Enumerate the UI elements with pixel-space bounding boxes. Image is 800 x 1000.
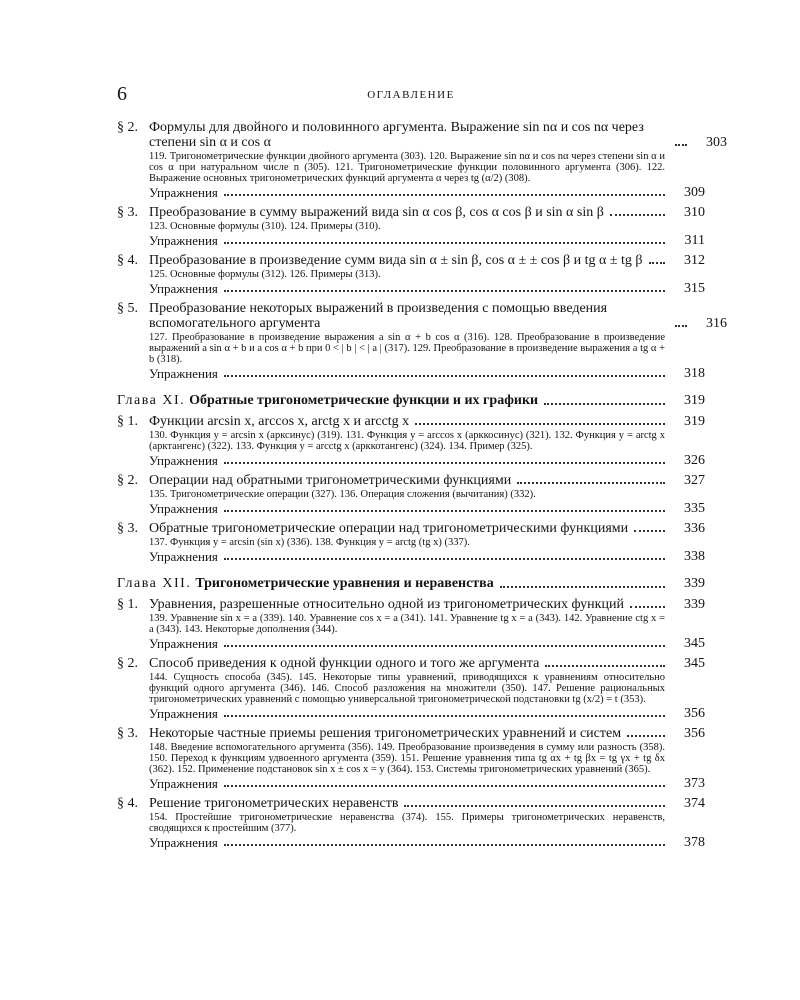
dot-leader — [224, 785, 665, 787]
section-title-line[interactable] — [149, 597, 705, 612]
chapter-title: Тригонометрические уравнения и неравенства — [195, 576, 494, 591]
exercises-line[interactable] — [149, 185, 705, 200]
dot-leader — [224, 375, 665, 377]
section-title-line[interactable] — [149, 205, 705, 220]
dot-leader — [224, 462, 665, 464]
page-ref: 311 — [684, 233, 705, 248]
page-ref: 356 — [684, 726, 705, 741]
page-ref: 316 — [706, 316, 727, 331]
exercises-line[interactable] — [149, 776, 705, 791]
section-title: Преобразование некоторых выражений в произведения с помощью введения вспомогательного аргумента — [149, 301, 608, 331]
exercises-line[interactable] — [149, 549, 705, 564]
subsection-list: 139. Уравнение sin x = a (339). 140. Уравнение cos x = a (341). 141. Уравнение tg x = a (343). 142. Уравнение ctg x = a (343). 143. Некоторые дополнения (344). — [149, 613, 665, 635]
subsection-list: 144. Сущность способа (345). 145. Некоторые типы уравнений, приводящихся к уравнениям относительно функций одного аргумента (346). 146. Способ разложения на множители (350). 147. Решение рациональных тригонометрических уравнений с помощью универсальной тригонометрической подстановки tg (x/2) = t (353). — [149, 672, 665, 705]
page-ref: 326 — [684, 453, 705, 468]
exercises-line[interactable] — [149, 706, 705, 721]
dot-leader — [545, 665, 665, 667]
subsection-list: 154. Простейшие тригонометрические неравенства (374). 155. Примеры тригонометрических неравенств, сводящихся к простейшим (377). — [149, 812, 665, 834]
page-ref: 339 — [684, 576, 705, 591]
page-ref: 327 — [684, 473, 705, 488]
page-ref: 309 — [684, 185, 705, 200]
section-title-line[interactable] — [149, 521, 705, 536]
page-ref: 356 — [684, 706, 705, 721]
section-title-line[interactable] — [149, 253, 705, 268]
page-ref: 374 — [684, 796, 705, 811]
section-entry — [117, 796, 705, 850]
dot-leader — [224, 844, 665, 846]
section-title-line[interactable] — [149, 656, 705, 671]
exercises-line[interactable] — [149, 453, 705, 468]
subsection-list: 127. Преобразование в произведение выражения a sin α + b cos α (316). 128. Преобразование в произведение выражений a sin α + b и a cos α + b при 0 < | b | < | a | (317). 129. Преобразование в произведение выражения a tg α + b (318). — [149, 332, 665, 365]
dot-leader — [224, 194, 665, 196]
exercises-label: Упражнения — [149, 366, 218, 381]
page-ref: 345 — [684, 656, 705, 671]
section-title: Обратные тригонометрические операции над тригонометрическими функциями — [149, 521, 629, 536]
page-ref: 338 — [684, 549, 705, 564]
section-title: Операции над обратными тригонометрическими функциями — [149, 473, 512, 488]
section-title-line[interactable] — [149, 120, 727, 150]
page-ref: 310 — [684, 205, 705, 220]
section-title-line[interactable] — [149, 726, 705, 741]
exercises-label: Упражнения — [149, 453, 218, 468]
section-number: § 2. — [117, 473, 138, 488]
page-ref: 319 — [684, 393, 705, 408]
section-title: Преобразование в сумму выражений вида sin α cos β, cos α cos β и sin α sin β — [149, 205, 604, 220]
section-number: § 1. — [117, 414, 138, 429]
section-number: § 4. — [117, 253, 138, 268]
section-title-line[interactable] — [149, 473, 705, 488]
dot-leader — [517, 482, 665, 484]
running-head: ОГЛАВЛЕНИЕ — [367, 89, 455, 101]
section-number: § 3. — [117, 521, 138, 536]
page-ref: 345 — [684, 636, 705, 651]
exercises-line[interactable] — [149, 636, 705, 651]
section-number: § 3. — [117, 205, 138, 220]
subsection-list: 137. Функция y = arcsin (sin x) (336). 138. Функция y = arctg (tg x) (337). — [149, 537, 470, 548]
dot-leader — [627, 735, 665, 737]
dot-leader — [675, 144, 687, 146]
page-ref: 378 — [684, 835, 705, 850]
dot-leader — [224, 290, 665, 292]
section-entry — [117, 120, 727, 200]
subsection-list: 125. Основные формулы (312). 126. Примеры (313). — [149, 269, 381, 280]
page-ref: 315 — [684, 281, 705, 296]
chapter-heading[interactable] — [117, 576, 705, 592]
dot-leader — [404, 805, 665, 807]
page-ref: 319 — [684, 414, 705, 429]
section-title: Решение тригонометрических неравенств — [149, 796, 399, 811]
exercises-label: Упражнения — [149, 706, 218, 721]
section-number: § 5. — [117, 301, 138, 316]
dot-leader — [544, 403, 665, 405]
dot-leader — [649, 262, 665, 264]
exercises-label: Упражнения — [149, 233, 218, 248]
exercises-label: Упражнения — [149, 281, 218, 296]
dot-leader — [224, 558, 665, 560]
subsection-list: 148. Введение вспомогательного аргумента (356). 149. Преобразование произведения в сумму или разность (358). 150. Переход к функциям удвоенного аргумента (359). 151. Решение уравнения типа tg αx + tg βx = tg γx + tg δx (362). 152. Применение подстановок sin x ± cos x = y (364). 153. Системы тригонометрических уравнений (365). — [149, 742, 665, 775]
section-title-line[interactable] — [149, 796, 705, 811]
exercises-label: Упражнения — [149, 185, 218, 200]
section-title: Уравнения, разрешенные относительно одной из тригонометрических функций — [149, 597, 624, 612]
page-ref: 336 — [684, 521, 705, 536]
chapter-label: Глава XII. — [117, 576, 192, 591]
exercises-label: Упражнения — [149, 501, 218, 516]
section-entry — [117, 521, 705, 564]
section-number: § 2. — [117, 120, 138, 135]
section-entry — [117, 205, 705, 248]
subsection-list: 119. Тригонометрические функции двойного аргумента (303). 120. Выражение sin nα и cos nα через степени sin α и cos α при натуральном числе n (305). 121. Тригонометрические функции половинного аргумента (306). 122. Выражение основных тригонометрических функций аргумента α через tg (α/2) (308). — [149, 151, 665, 184]
exercises-label: Упражнения — [149, 636, 218, 651]
section-entry — [117, 473, 705, 516]
table-of-contents — [117, 120, 727, 850]
page-ref: 318 — [684, 366, 705, 381]
dot-leader — [224, 510, 665, 512]
section-number: § 3. — [117, 726, 138, 741]
dot-leader — [415, 423, 665, 425]
exercises-line[interactable] — [149, 233, 705, 248]
section-entry — [117, 726, 705, 791]
chapter-heading[interactable] — [117, 393, 705, 409]
section-entry — [117, 656, 705, 721]
section-title: Способ приведения к одной функции одного и того же аргумента — [149, 656, 540, 671]
section-entry — [117, 597, 705, 651]
dot-leader — [675, 325, 687, 327]
section-title-line[interactable] — [149, 301, 727, 331]
subsection-list: 130. Функция y = arcsin x (арксинус) (319). 131. Функция y = arccos x (арккосинус) (321). 132. Функция y = arctg x (арктангенс) (322). 133. Функция y = arcctg x (арккотангенс) (324). 134. Пример (325). — [149, 430, 665, 452]
section-entry — [117, 253, 705, 296]
section-number: § 1. — [117, 597, 138, 612]
section-number: § 2. — [117, 656, 138, 671]
section-entry — [117, 301, 727, 381]
exercises-line[interactable] — [149, 281, 705, 296]
dot-leader — [634, 530, 665, 532]
section-number: § 4. — [117, 796, 138, 811]
section-entry — [117, 414, 705, 468]
subsection-list: 135. Тригонометрические операции (327). 136. Операция сложения (вычитания) (332). — [149, 489, 536, 500]
section-title-line[interactable] — [149, 414, 705, 429]
exercises-label: Упражнения — [149, 835, 218, 850]
subsection-list: 123. Основные формулы (310). 124. Примеры (310). — [149, 221, 381, 232]
page-ref: 303 — [706, 135, 727, 150]
page-ref: 373 — [684, 776, 705, 791]
exercises-line[interactable] — [149, 366, 705, 381]
page-header — [117, 83, 705, 111]
exercises-label: Упражнения — [149, 549, 218, 564]
exercises-line[interactable] — [149, 501, 705, 516]
section-title: Преобразование в произведение сумм вида sin α ± sin β, cos α ± ± cos β и tg α ± tg β — [149, 253, 643, 268]
page-ref: 312 — [684, 253, 705, 268]
dot-leader — [500, 586, 665, 588]
section-title: Формулы для двойного и половинного аргумента. Выражение sin nα и cos nα через степени sin α и cos α — [149, 120, 644, 150]
dot-leader — [630, 606, 665, 608]
dot-leader — [610, 214, 665, 216]
dot-leader — [224, 645, 665, 647]
section-title: Функции arcsin x, arccos x, arctg x и arcctg x — [149, 414, 410, 429]
page-ref: 335 — [684, 501, 705, 516]
dot-leader — [224, 242, 665, 244]
page-number: 6 — [117, 83, 127, 105]
exercises-line[interactable] — [149, 835, 705, 850]
dot-leader — [224, 715, 665, 717]
chapter-label: Глава XI. — [117, 393, 186, 408]
page-ref: 339 — [684, 597, 705, 612]
exercises-label: Упражнения — [149, 776, 218, 791]
section-title: Некоторые частные приемы решения тригонометрических уравнений и систем — [149, 726, 622, 741]
chapter-title: Обратные тригонометрические функции и их графики — [189, 393, 539, 408]
